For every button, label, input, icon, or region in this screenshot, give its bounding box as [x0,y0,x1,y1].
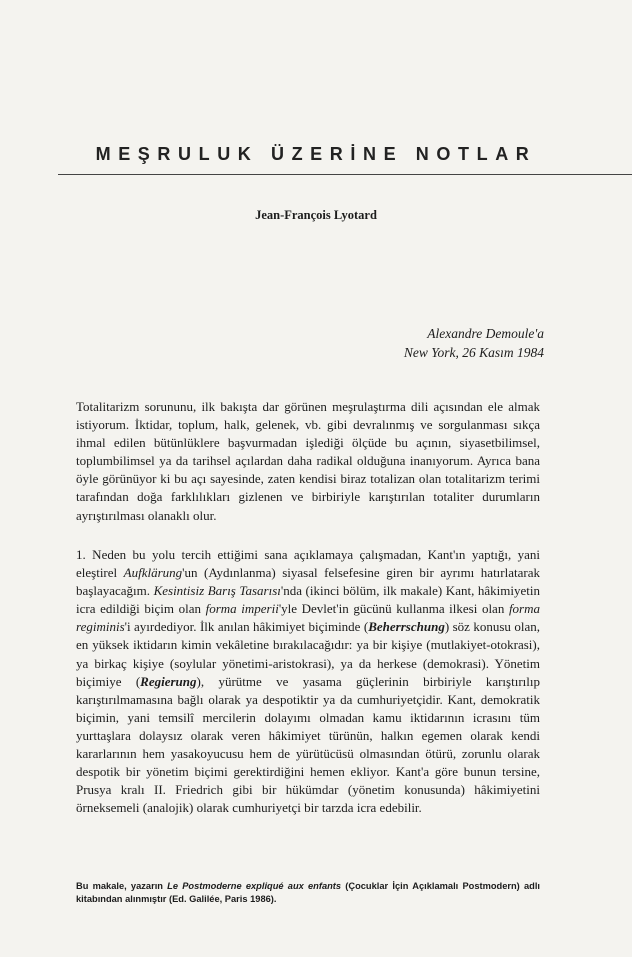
footnote-text: Bu makale, yazarın [76,881,168,891]
paragraph-intro: Totalitarizm sorununu, ilk bakışta dar görünen meşrulaştırma dili açısından ele almak istiyorum. İktidar, toplum, halk, gelenek, vb. gibi devralınmış ve sorgulanması sıkça ihmal edilen bütünlüklere başvurmadan işlediği ölçüde bu açının, siyasetbilimsel, toplumbilimsel ya da tarihsel açılardan daha radikal olduğuna inanıyorum. Ayrıca bana öyle görünüyor ki bu açı sayesinde, zaten kendisi biraz totalizan olan totalitarizm terimi tarafından doğa farklılıkları gizlenen ve birbiriyle karıştırılan totaliter durumların ayrıştırılması olanaklı olur. [76,399,540,523]
term-regierung: Regierung [140,673,197,689]
p2-text: 'i ayırdediyor. İlk anılan hâkimiyet biçiminde ( [124,619,369,635]
article-title: MEŞRULUK ÜZERİNE NOTLAR [95,144,537,164]
footnote-text: (Çocuklar İçin Açıklamalı Postmodern) adlı kitabından alınmıştır (Ed. Galilée, Paris 1986). [76,881,540,904]
dedication-recipient: Alexandre Demoule'a [427,326,544,341]
title-rule [58,174,632,175]
book-title-kesintisiz: Kesintisiz Barış Tasarısı [153,583,281,599]
p2-text: 'yle Devlet'in gücünü kullanma ilkesi olan [278,601,509,617]
term-aufklarung: Aufklärung [123,565,183,581]
term-forma-regiminis: forma regiminis [76,601,540,635]
p2-text: ), yürütme ve yasama güçlerinin birbiriyle karıştırılıp karıştırılmamasına bağlı olarak ya despotiktir ya da cumhuriyetçidir. Kant, demokratik biçimin, yani temsilî mercilerin dolayımı olmadan kamu iktidarının icrasını tüm yurttaşlara dolaysız olarak veren hâkimiyet türünün, halkın egemen olarak kendi kararlarının hem yasakoyucusu hem de yürütücüsü olmasından ötürü, zorunlu olarak despotik bir yönetim biçimi gerektirdiğini hemen ekliyor. Kant'a göre bunun tersine, Prusya kralı II. Friedrich gibi bir hükümdar (yönetim konusunda) hâkimiyetini örneksemeli (analojik) olarak cumhuriyetçi bir tarzda icra edebilir. [76,673,540,816]
p2-text: 'nda (ikinci bölüm, ilk makale) Kant, hâkimiyetin icra edildiği biçim olan [76,583,540,617]
term-forma-imperii: forma imperii [205,601,279,617]
paragraph-section-1 [76,546,540,817]
p2-text: 1. Neden bu yolu tercih ettiğimi sana açıklamaya çalışmadan, Kant'ın yaptığı, yani eleştirel [76,547,540,581]
p2-text: ) söz konusu olan, en yüksek iktidarın kimin vekâletine bırakılacağıdır: ya bir kişiye (mutlakiyet-otokrasi), ya birkaç kişiye (soylular yönetimi-aristokrasi), ya da herkese (demokrasi). Yönetim biçimiye ( [76,619,540,689]
footnote [76,880,540,906]
p2-text: 'un (Aydınlanma) siyasal felsefesine giren bir ayrımı hatırlatarak başlayacağım. [76,565,540,599]
author-name: Jean-François Lyotard [255,208,377,222]
dedication-place-date: New York, 26 Kasım 1984 [403,345,544,360]
dedication [404,324,544,362]
term-beherrschung: Beherrschung [368,619,445,635]
footnote-book-title: Le Postmoderne expliqué aux enfants [167,881,342,891]
